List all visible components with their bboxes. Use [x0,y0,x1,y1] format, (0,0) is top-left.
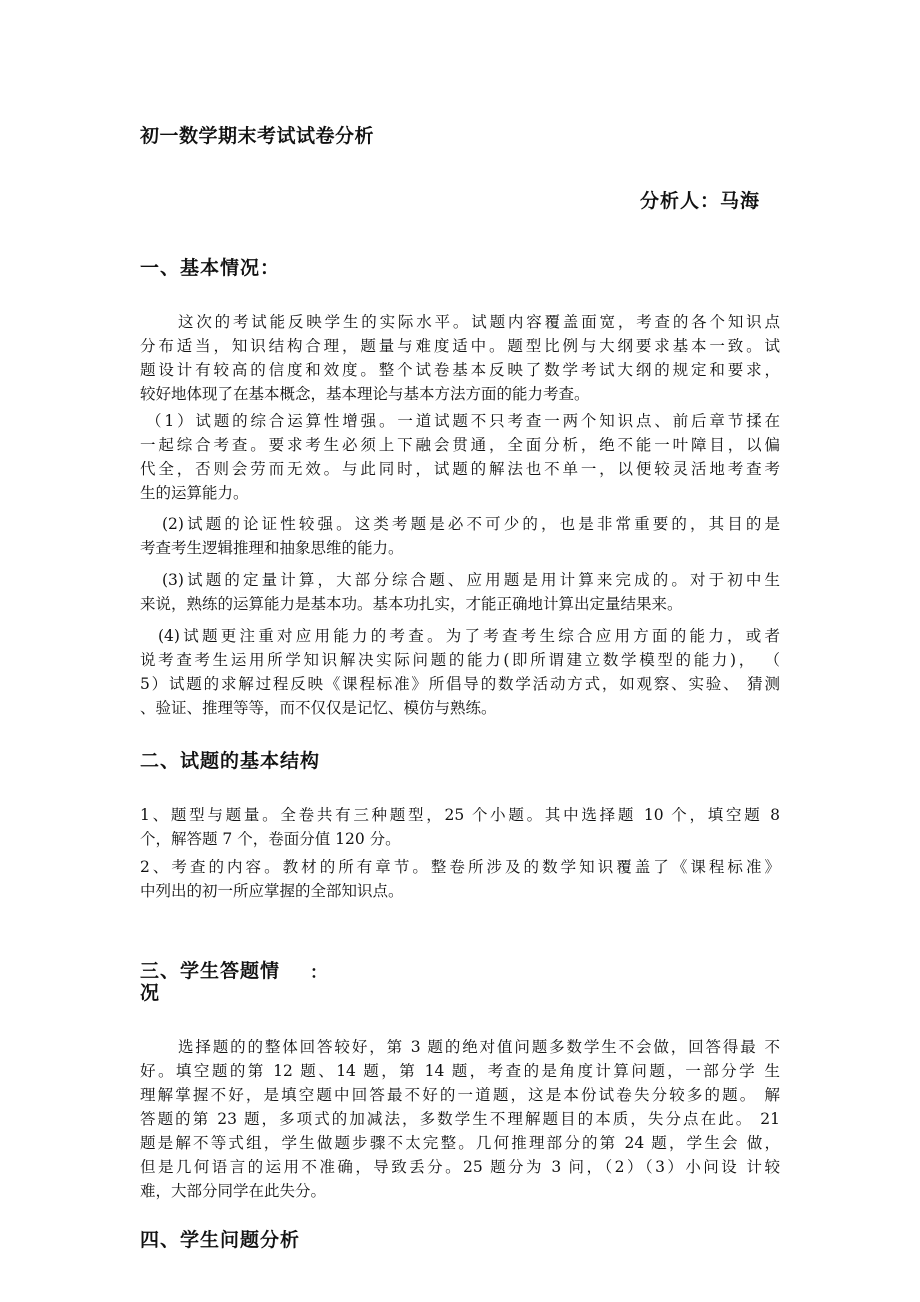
section-1-point-4 [140,624,780,720]
paragraph-line: 答题的第 23 题，多项式的加减法，多数学生不理解题目的本质，失分点在此。 21 [140,1110,780,1128]
section-3-body [140,1035,780,1203]
paragraph-line: 但是几何语言的运用不准确，导致丢分。25 题分为 3 问，（2）（3）小问设 计较 [140,1158,780,1176]
paragraph-line: 2、考查的内容。教材的所有章节。整卷所涉及的数学知识覆盖了《课程标准》 [140,858,780,876]
section-1-intro [140,310,780,406]
paragraph-line: 代全，否则会劳而无效。与此同时，试题的解法也不单一，以便较灵活地考查考 [140,460,780,478]
paragraph-line: 较好地体现了在基本概念，基本理论与基本方法方面的能力考查。 [140,385,590,403]
paragraph-line: 1、题型与题量。全卷共有三种题型，25 个小题。其中选择题 10 个，填空题 8 [140,806,780,824]
paragraph-line: 一起综合考查。要求考生必须上下融会贯通，全面分析，绝不能一叶障目，以偏 [140,436,780,454]
paragraph-line: (4)试题更注重对应用能力的考查。为了考查考生综合应用方面的能力，或者 [158,627,780,645]
paragraph-line: 理解掌握不好，是填空题中回答最不好的一道题，这是本份试卷失分较多的题。 解 [140,1086,780,1104]
paragraph-line: （1）试题的综合运算性增强。一道试题不只考查一两个知识点、前后章节揉在 [146,412,780,430]
paragraph-line: (2)试题的论证性较强。这类考题是必不可少的，也是非常重要的，其目的是 [162,515,780,533]
paragraph-line: 题是解不等式组，学生做题步骤不太完整。几何推理部分的第 24 题，学生会 做， [140,1134,780,1152]
document-title: 初一数学期末考试试卷分析 [140,125,375,147]
paragraph-line: 分布适当，知识结构合理，题量与难度适中。题型比例与大纲要求基本一致。试 [140,337,780,355]
paragraph-line: 生的运算能力。 [140,484,249,502]
paragraph-line: 考查考生逻辑推理和抽象思维的能力。 [140,539,404,557]
section-1-point-2 [140,512,780,560]
paragraph-line: 难，大部分同学在此失分。 [140,1182,327,1200]
paragraph-line: 中列出的初一所应掌握的全部知识点。 [140,882,404,900]
paragraph-line: 个，解答题 7 个，卷面分值 120 分。 [140,830,401,848]
paragraph-line: 说考查考生运用所学知识解决实际问题的能力(即所谓建立数学模型的能力)， （ [140,651,780,669]
paragraph-line: 、验证、推理等等，而不仅仅是记忆、模仿与熟练。 [140,699,497,717]
section-1-point-3 [140,568,780,616]
section-3-heading-colon: ： [310,963,328,983]
paragraph-line: 题设计有较高的信度和效度。整个试卷基本反映了数学考试大纲的规定和要求， [140,361,780,379]
section-2-item-1 [140,803,780,851]
section-4-heading: 四、学生问题分析 [140,1229,301,1251]
section-2-heading: 二、试题的基本结构 [140,750,321,772]
paragraph-line: 选择题的的整体回答较好，第 3 题的绝对值问题多数学生不会做，回答得最 不 [178,1038,780,1056]
paragraph-line: 来说，熟练的运算能力是基本功。基本功扎实，才能正确地计算出定量结果来。 [140,595,683,613]
section-3-heading-continued: 况 [140,982,161,1004]
paragraph-line: 5）试题的求解过程反映《课程标准》所倡导的数学活动方式，如观察、实验、 猜测 [140,675,780,693]
section-2-item-2 [140,855,780,903]
paragraph-line: (3)试题的定量计算，大部分综合题、应用题是用计算来完成的。对于初中生 [162,571,780,589]
document-author: 分析人：马海 [640,190,761,212]
section-1-heading: 一、基本情况： [140,257,281,279]
section-3-heading: 三、学生答题情 [140,960,281,982]
section-1-point-1 [140,409,780,505]
paragraph-line: 好。填空题的第 12 题、14 题，第 14 题，考查的是角度计算问题，一部分学 生 [140,1062,780,1080]
paragraph-line: 这次的考试能反映学生的实际水平。试题内容覆盖面宽，考查的各个知识点 [178,313,780,331]
